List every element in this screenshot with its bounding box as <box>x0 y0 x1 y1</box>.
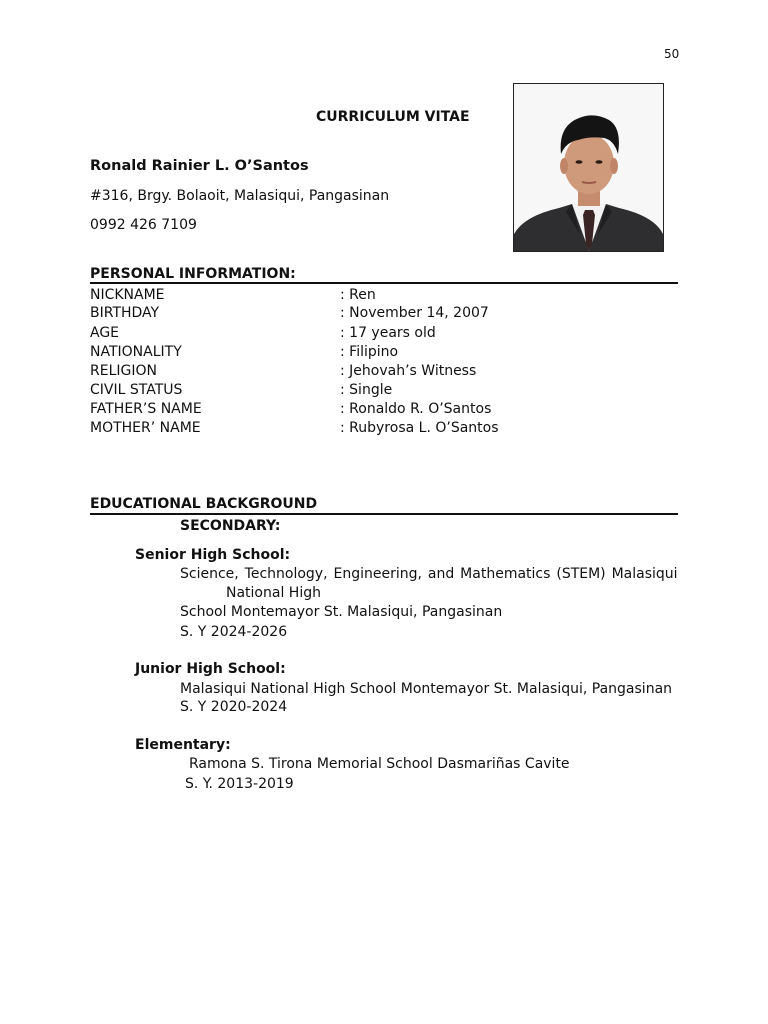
applicant-address: #316, Brgy. Bolaoit, Malasiqui, Pangasinan <box>90 188 390 204</box>
info-value: : Ren <box>340 287 376 303</box>
elementary-label: Elementary: <box>135 737 231 753</box>
personal-info-heading: PERSONAL INFORMATION: <box>90 266 296 282</box>
info-label: CIVIL STATUS <box>90 382 183 398</box>
info-label: MOTHER’ NAME <box>90 420 201 436</box>
info-value: : Filipino <box>340 344 399 360</box>
info-label: NATIONALITY <box>90 344 182 360</box>
senior-high-school-year: S. Y 2024-2026 <box>180 624 288 640</box>
info-label: NICKNAME <box>90 287 165 303</box>
senior-high-label: Senior High School: <box>135 547 291 563</box>
section-divider <box>90 513 678 515</box>
secondary-label: SECONDARY: <box>180 518 281 534</box>
elementary-school-year: S. Y. 2013-2019 <box>185 776 294 792</box>
profile-photo <box>513 83 664 252</box>
info-label: BIRTHDAY <box>90 305 160 321</box>
senior-high-school-line: School Montemayor St. Malasiqui, Pangasinan <box>180 604 503 620</box>
info-value: : Rubyrosa L. O’Santos <box>340 420 499 436</box>
info-value: : Jehovah’s Witness <box>340 363 477 379</box>
junior-high-school-year: S. Y 2020-2024 <box>180 699 288 715</box>
person-portrait-icon <box>514 84 663 251</box>
page-number: 50 <box>664 47 680 61</box>
info-label: AGE <box>90 325 120 341</box>
section-divider <box>90 282 678 284</box>
senior-high-school-line: Science, Technology, Engineering, and Mathematics (STEM) Malasiqui <box>180 566 678 582</box>
page-title: CURRICULUM VITAE <box>316 109 470 125</box>
education-heading: EDUCATIONAL BACKGROUND <box>90 496 318 512</box>
applicant-name: Ronald Rainier L. O’Santos <box>90 158 309 174</box>
senior-high-school-line: National High <box>226 585 321 601</box>
info-value: : Ronaldo R. O’Santos <box>340 401 492 417</box>
applicant-phone: 0992 426 7109 <box>90 217 197 233</box>
info-value: : November 14, 2007 <box>340 305 489 321</box>
junior-high-school-line: Malasiqui National High School Montemayor St. Malasiqui, Pangasinan <box>180 681 673 697</box>
info-value: : Single <box>340 382 393 398</box>
info-value: : 17 years old <box>340 325 436 341</box>
elementary-school-line: Ramona S. Tirona Memorial School Dasmariñas Cavite <box>189 756 570 772</box>
info-label: RELIGION <box>90 363 157 379</box>
junior-high-label: Junior High School: <box>135 661 286 677</box>
info-label: FATHER’S NAME <box>90 401 202 417</box>
